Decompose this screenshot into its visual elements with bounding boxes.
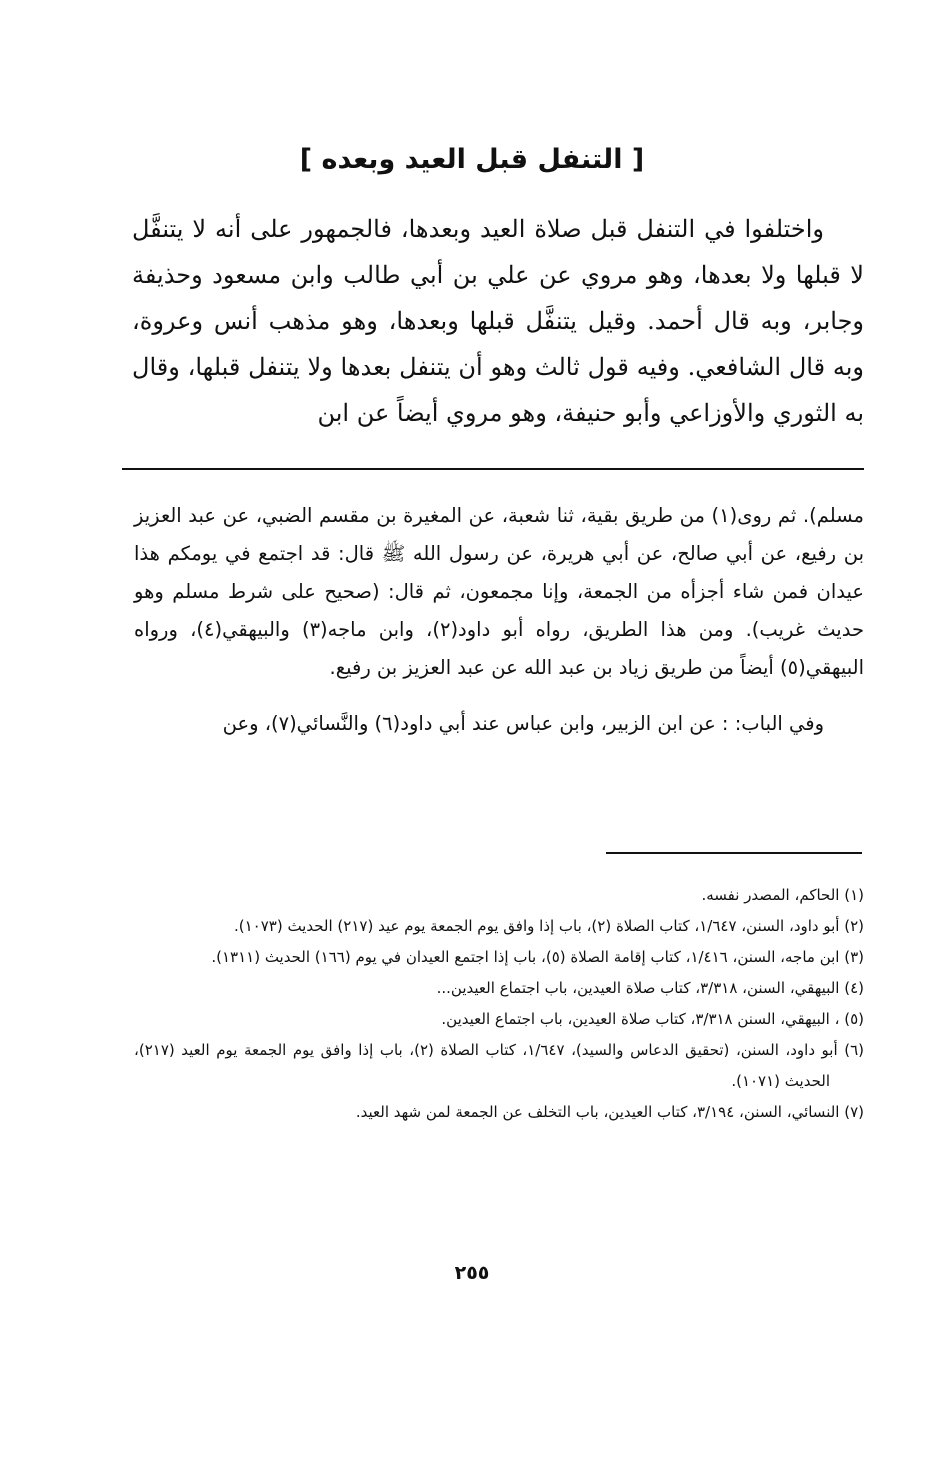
section-heading: [ التنفل قبل العيد وبعده ] bbox=[299, 144, 645, 175]
footnote-7: (٧) النسائي، السنن، ٣/١٩٤، كتاب العيدين، باب التخلف عن الجمعة لمن شهد العيد. bbox=[355, 1103, 864, 1121]
footnotes-divider bbox=[606, 852, 862, 854]
main-paragraph: واختلفوا في التنفل قبل صلاة العيد وبعدها، فالجمهور على أنه لا يتنفَّل لا قبلها ولا بعدها، وهو مروي عن علي بن أبي طالب وابن مسعود وحذيفة وجابر، وبه قال أحمد. وقيل يتنفَّل قبلها وبعدها، وهو مذهب أنس وعروة، وبه قال الشافعي. وفيه قول ثالث وهو أن يتنفل بعدها ولا يتنفل قبلها، وقال به الثوري والأوزاعي وأبو حنيفة، وهو مروي أيضاً عن ابن bbox=[132, 215, 864, 427]
footnote-4: (٤) البيهقي، السنن، ٣/٣١٨، كتاب صلاة العيدين، باب اجتماع العيدين... bbox=[436, 979, 864, 997]
footnote-6: (٦) أبو داود، السنن، (تحقيق الدعاس والسيد)، ١/٦٤٧، كتاب الصلاة (٢)، باب إذا وافق يوم الجمعة يوم العيد (٢١٧)، الحديث (١٠٧١). bbox=[134, 1041, 864, 1090]
footnotes-list bbox=[134, 880, 864, 1128]
footnote-2: (٢) أبو داود، السنن، ١/٦٤٧، كتاب الصلاة (٢)، باب إذا وافق يوم الجمعة يوم عيد (٢١٧) الحديث (١٠٧٣). bbox=[233, 917, 864, 935]
commentary-paragraph-2: وفي الباب: : عن ابن الزبير، وابن عباس عند أبي داود(٦) والنَّسائي(٧)، وعن bbox=[222, 712, 824, 735]
main-text-divider bbox=[122, 468, 864, 470]
page-number: ٢٥٥ bbox=[454, 1262, 490, 1284]
footnote-3: (٣) ابن ماجه، السنن، ١/٤١٦، كتاب إقامة الصلاة (٥)، باب إذا اجتمع العيدان في يوم (١٦٦) الحديث (١٣١١). bbox=[211, 948, 864, 966]
commentary-block bbox=[134, 497, 864, 743]
main-text-block bbox=[132, 206, 864, 436]
commentary-paragraph-1: مسلم). ثم روى(١) من طريق بقية، ثنا شعبة، عن المغيرة بن مقسم الضبي، عن عبد العزيز بن رفيع، عن أبي صالح، عن أبي هريرة، عن رسول الله ﷺ قال: قد اجتمع في يومكم هذا عيدان فمن شاء أجزأه من الجمعة، وإنا مجمعون، ثم قال: (صحيح على شرط مسلم وهو حديث غريب). ومن هذا الطريق، رواه أبو داود(٢)، وابن ماجه(٣) والبيهقي(٤)، ورواه البيهقي(٥) أيضاً من طريق زياد بن عبد الله عن عبد العزيز بن رفيع. bbox=[134, 504, 865, 679]
footnote-1: (١) الحاكم، المصدر نفسه. bbox=[701, 886, 864, 904]
footnote-5: (٥) ، البيهقي، السنن ٣/٣١٨، كتاب صلاة العيدين، باب اجتماع العيدين. bbox=[441, 1010, 864, 1028]
